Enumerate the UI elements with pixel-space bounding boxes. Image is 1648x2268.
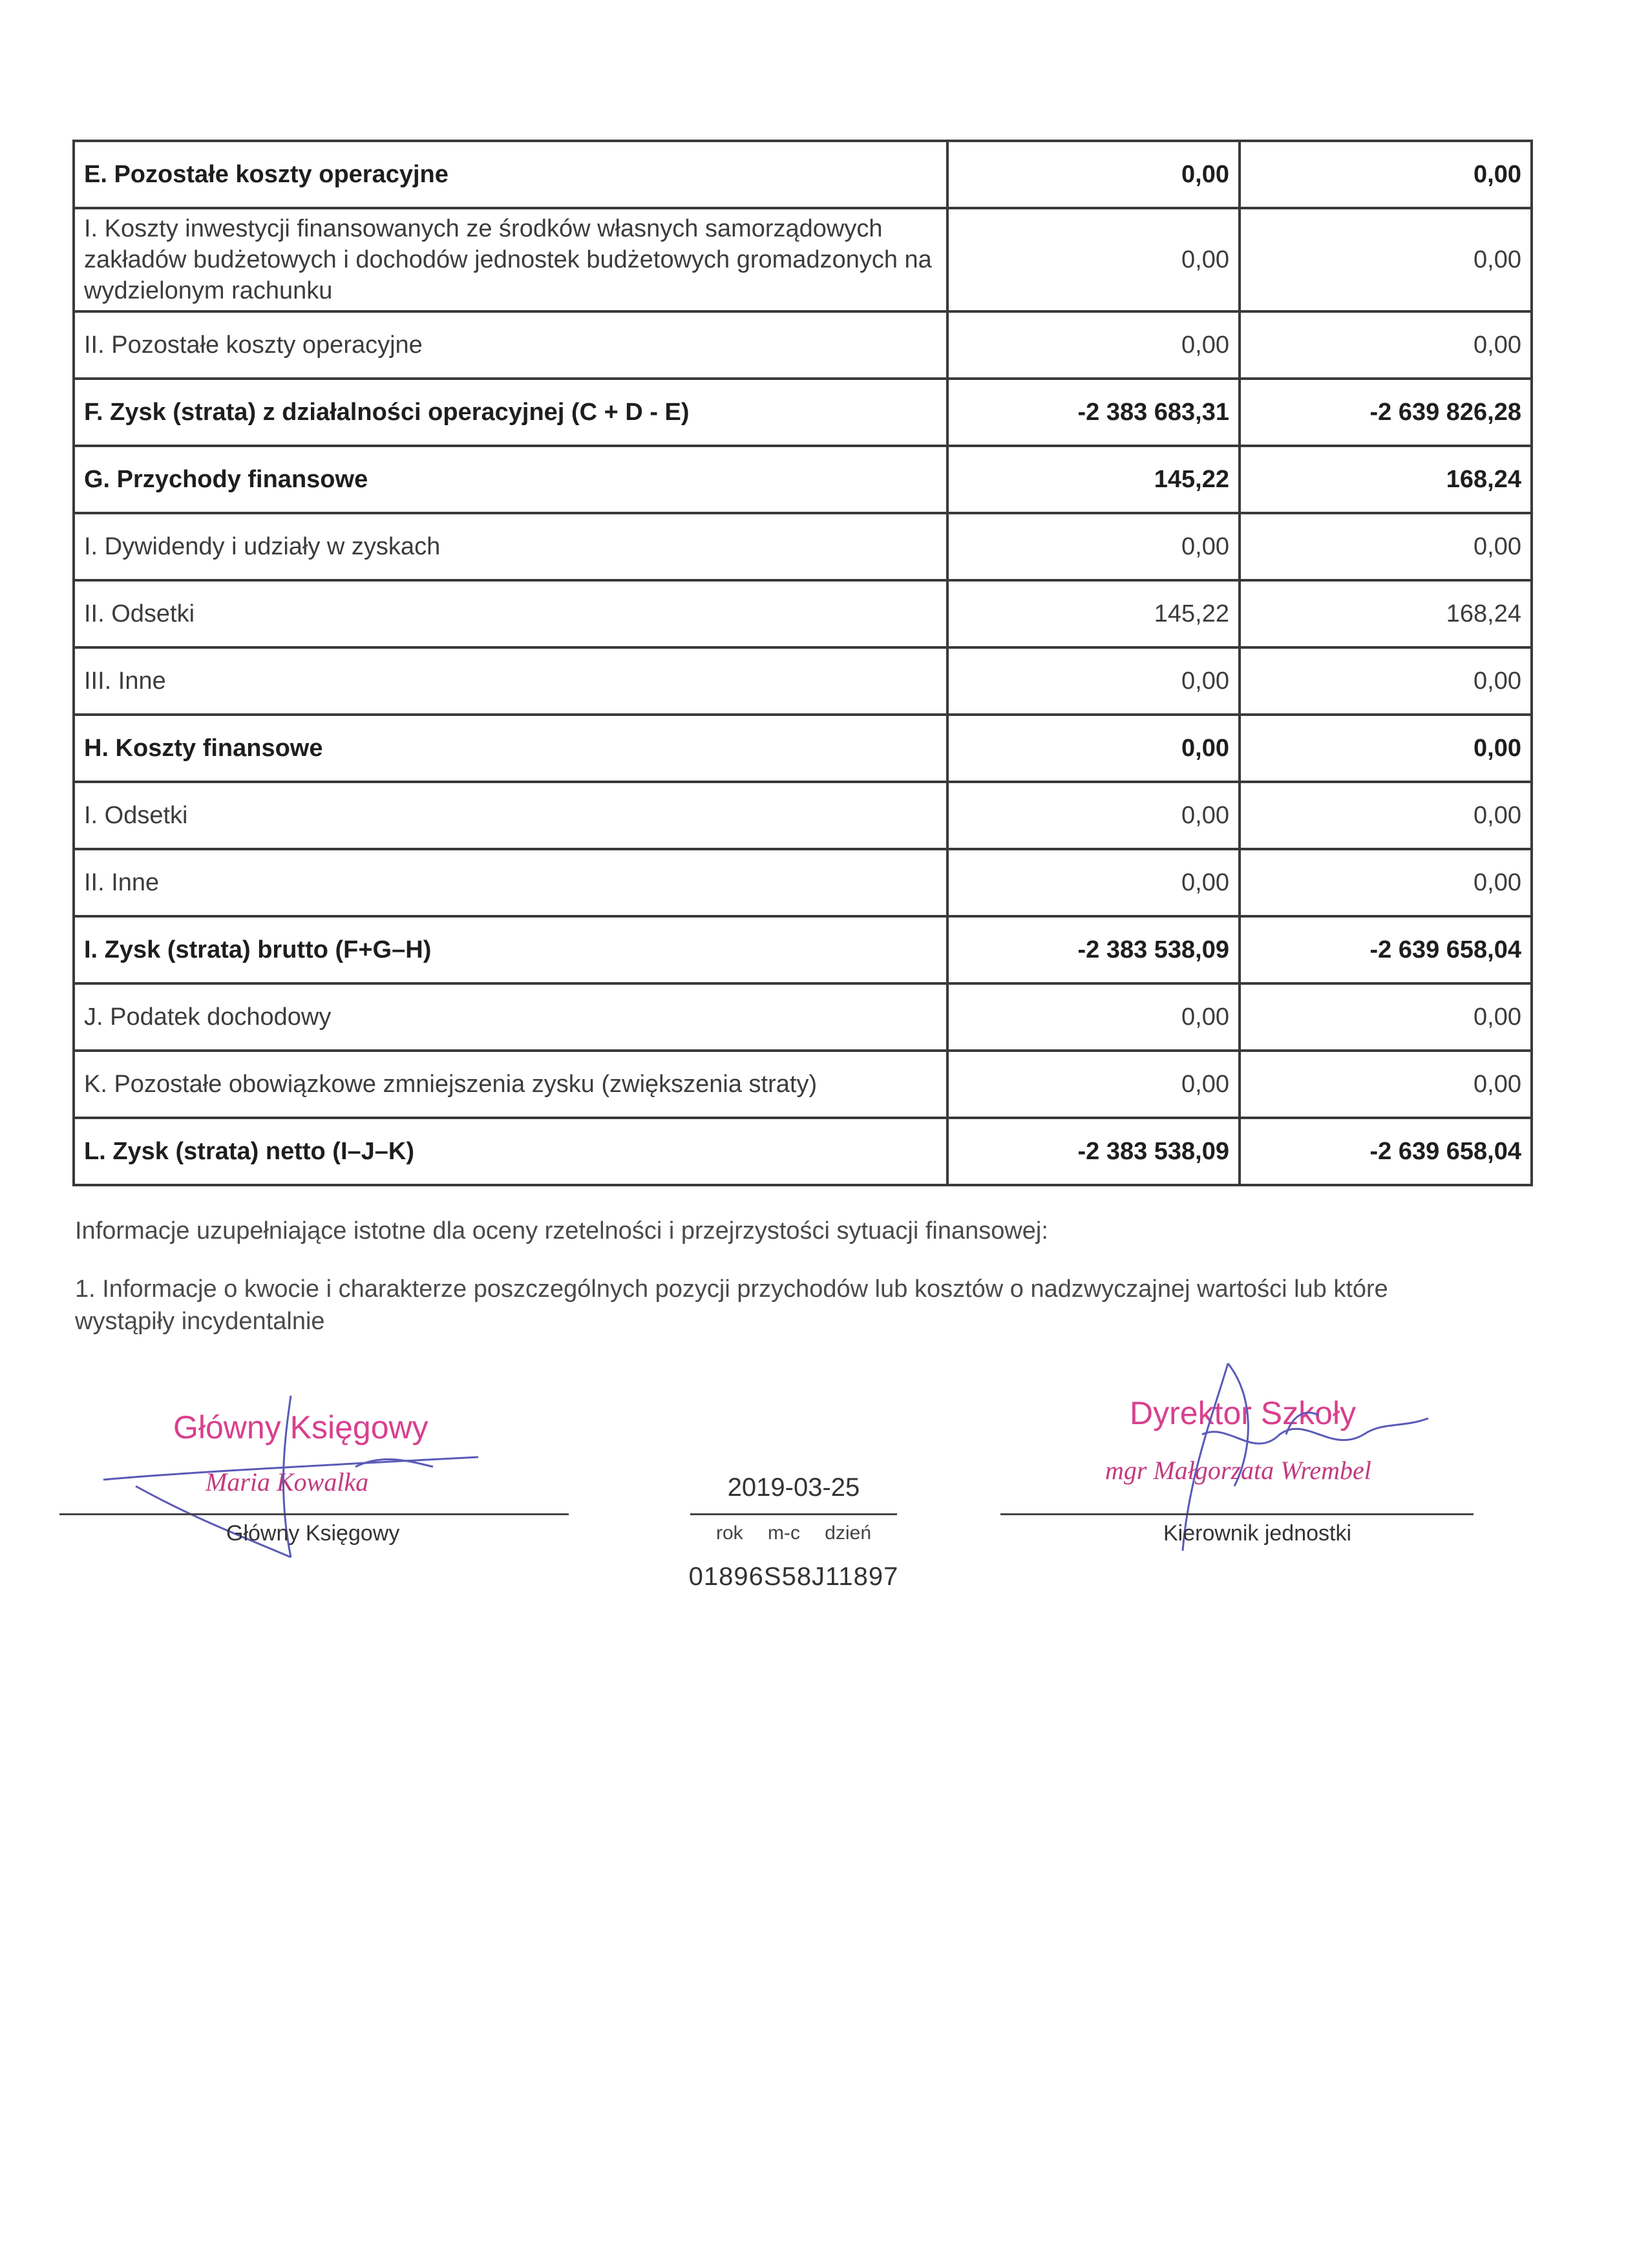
- date-line: [690, 1513, 897, 1515]
- director-stamp: Dyrektor Szkoły: [1130, 1395, 1357, 1431]
- row-value-current: 0,00: [947, 208, 1240, 311]
- report-date: 2019-03-25: [727, 1473, 860, 1502]
- row-label: II. Pozostałe koszty operacyjne: [74, 311, 947, 379]
- row-value-previous: 0,00: [1240, 513, 1532, 580]
- row-value-current: 145,22: [947, 446, 1240, 513]
- row-value-current: 0,00: [947, 983, 1240, 1051]
- chief-accountant-signature: [97, 1389, 485, 1583]
- row-value-previous: -2 639 658,04: [1240, 1118, 1532, 1185]
- date-block: [690, 1473, 897, 1502]
- table-row: [74, 983, 1532, 1051]
- row-label: H. Koszty finansowe: [74, 715, 947, 782]
- row-label: J. Podatek dochodowy: [74, 983, 947, 1051]
- table-row: [74, 647, 1532, 715]
- chief-accountant-label: Główny Księgowy: [226, 1521, 400, 1546]
- row-value-previous: 0,00: [1240, 1051, 1532, 1118]
- row-label: I. Zysk (strata) brutto (F+G–H): [74, 916, 947, 983]
- date-labels: rok m-c dzień: [715, 1522, 872, 1544]
- director-label: Kierownik jednostki: [1163, 1521, 1352, 1546]
- row-value-previous: 0,00: [1240, 311, 1532, 379]
- table-row: [74, 1118, 1532, 1185]
- row-value-previous: 0,00: [1240, 141, 1532, 208]
- table-row: [74, 715, 1532, 782]
- table-row: [74, 311, 1532, 379]
- row-value-current: 0,00: [947, 311, 1240, 379]
- row-value-current: -2 383 538,09: [947, 916, 1240, 983]
- row-label: I. Dywidendy i udziały w zyskach: [74, 513, 947, 580]
- row-value-current: 0,00: [947, 715, 1240, 782]
- row-label: II. Odsetki: [74, 580, 947, 647]
- chief-accountant-line: [59, 1513, 569, 1515]
- row-value-current: 0,00: [947, 849, 1240, 916]
- table-row: [74, 580, 1532, 647]
- row-value-previous: 168,24: [1240, 580, 1532, 647]
- row-label: I. Koszty inwestycji finansowanych ze środków własnych samorządowych zakładów budżetowych i dochodów jednostek budżetowych gromadzonych na wydzielonym rachunku: [74, 208, 947, 311]
- table-row: [74, 141, 1532, 208]
- document-code: 01896S58J11897: [688, 1562, 899, 1591]
- row-value-previous: 168,24: [1240, 446, 1532, 513]
- row-label: E. Pozostałe koszty operacyjne: [74, 141, 947, 208]
- row-value-current: 0,00: [947, 1051, 1240, 1118]
- director-stamp-name: mgr Małgorzata Wrembel: [1105, 1456, 1371, 1485]
- notes-intro: Informacje uzupełniające istotne dla oceny rzetelności i przejrzystości sytuacji finansowej:: [75, 1217, 1048, 1244]
- row-value-previous: 0,00: [1240, 715, 1532, 782]
- table-row: [74, 379, 1532, 446]
- row-value-current: 0,00: [947, 141, 1240, 208]
- table-row: [74, 849, 1532, 916]
- row-value-previous: -2 639 658,04: [1240, 916, 1532, 983]
- row-label: I. Odsetki: [74, 782, 947, 849]
- row-value-previous: 0,00: [1240, 208, 1532, 311]
- supplementary-notes: [75, 1215, 1484, 1363]
- row-value-current: 0,00: [947, 782, 1240, 849]
- director-line: [1000, 1513, 1474, 1515]
- chief-accountant-stamp-name: Maria Kowalka: [206, 1467, 369, 1496]
- row-value-previous: -2 639 826,28: [1240, 379, 1532, 446]
- row-label: III. Inne: [74, 647, 947, 715]
- row-label: G. Przychody finansowe: [74, 446, 947, 513]
- financial-table-body: [74, 141, 1532, 1185]
- table-row: [74, 916, 1532, 983]
- row-label: F. Zysk (strata) z działalności operacyjnej (C + D - E): [74, 379, 947, 446]
- table-row: [74, 446, 1532, 513]
- table-row: [74, 1051, 1532, 1118]
- row-value-current: -2 383 538,09: [947, 1118, 1240, 1185]
- row-value-previous: 0,00: [1240, 983, 1532, 1051]
- financial-table-container: [72, 140, 1521, 1186]
- row-value-previous: 0,00: [1240, 647, 1532, 715]
- row-value-previous: 0,00: [1240, 849, 1532, 916]
- row-label: L. Zysk (strata) netto (I–J–K): [74, 1118, 947, 1185]
- row-value-current: 0,00: [947, 647, 1240, 715]
- date-labels-wrap: [690, 1522, 897, 1544]
- row-label: K. Pozostałe obowiązkowe zmniejszenia zysku (zwiększenia straty): [74, 1051, 947, 1118]
- row-value-current: 145,22: [947, 580, 1240, 647]
- financial-table: [72, 140, 1533, 1186]
- notes-item-1: 1. Informacje o kwocie i charakterze poszczególnych pozycji przychodów lub kosztów o nadzwyczajnej wartości lub które wystąpiły incydentalnie: [75, 1276, 1388, 1335]
- row-label: II. Inne: [74, 849, 947, 916]
- row-value-current: 0,00: [947, 513, 1240, 580]
- table-row: [74, 208, 1532, 311]
- row-value-current: -2 383 683,31: [947, 379, 1240, 446]
- doc-code-wrap: [664, 1562, 923, 1591]
- table-row: [74, 782, 1532, 849]
- table-row: [74, 513, 1532, 580]
- chief-accountant-stamp: Główny Księgowy: [173, 1409, 428, 1445]
- row-value-previous: 0,00: [1240, 782, 1532, 849]
